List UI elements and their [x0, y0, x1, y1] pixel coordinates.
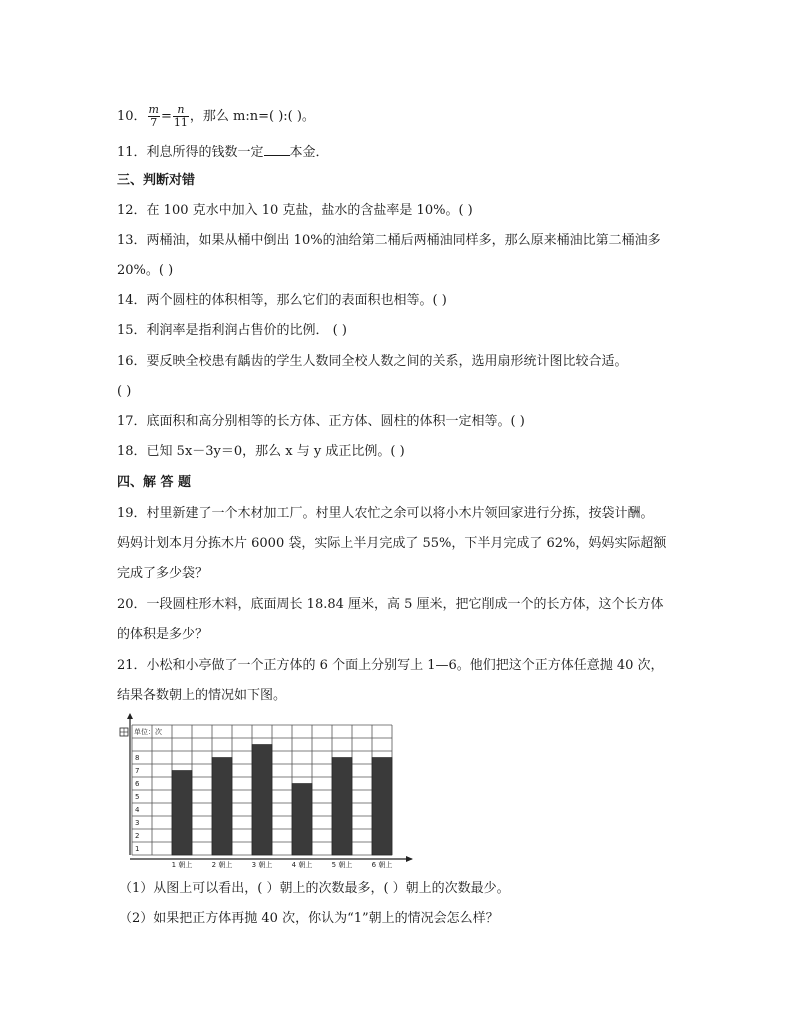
bar: [252, 745, 272, 856]
question-19-line3: 完成了多少袋？: [117, 566, 209, 581]
y-axis-arrow: [127, 713, 133, 719]
y-tick-label: 2: [135, 832, 140, 840]
sub-question-1: （1）从图上可以看出，( ）朝上的次数最多，( ）朝上的次数最少。: [119, 881, 510, 896]
y-tick-label: 5: [135, 793, 140, 801]
question-16-line2: ( ): [117, 384, 132, 399]
question-14: 14．两个圆柱的体积相等，那么它们的表面积也相等。( ): [117, 293, 447, 308]
question-12: 12．在 100 克水中加入 10 克盐，盐水的含盐率是 10%。( ): [117, 203, 473, 218]
y-tick-label: 3: [135, 819, 140, 827]
question-19-line2: 妈妈计划本月分拣木片 6000 袋，实际上半月完成了 55%，下半月完成了 62%，妈妈实际超额: [117, 536, 667, 551]
question-19-line1: 19．村里新建了一个木材加工厂。村里人农忙之余可以将小木片领回家进行分拣，按袋计酬。: [117, 506, 654, 521]
fraction-m-over-7: $\frac{m}{7}$: [148, 103, 159, 129]
question-15: 15．利润率是指利润占售价的比例． ( ): [117, 323, 347, 338]
x-axis-arrow: [406, 856, 413, 862]
bar: [172, 771, 192, 856]
question-21-line1: 21．小松和小亭做了一个正方体的 6 个面上分别写上 1—6。他们把这个正方体任意抛 40 次，: [117, 658, 664, 673]
sub-question-2: （2）如果把正方体再抛 40 次，你认为“1”朝上的情况会怎么样？: [119, 911, 499, 926]
x-tick-label: 2 朝上: [211, 861, 233, 868]
bar: [332, 758, 352, 856]
question-18: 18．已知 5x－3y＝0，那么 x 与 y 成正比例。( ): [117, 444, 405, 459]
y-axis-label: 单位：次: [134, 728, 162, 736]
answer-blank[interactable]: [264, 143, 290, 156]
chart-bars: [172, 745, 392, 856]
question-10: 10． $\frac{m}{7}$ = $\frac{n}{11}$ ，那么 m:n=( ):( )。: [117, 103, 315, 129]
question-21-line2: 结果各数朝上的情况如下图。: [117, 688, 287, 703]
question-11: 11．利息所得的钱数一定 本金．: [117, 145, 329, 160]
question-16-line1: 16．要反映全校患有龋齿的学生人数同全校人数之间的关系，选用扇形统计图比较合适。: [117, 354, 628, 369]
x-tick-label: 4 朝上: [291, 861, 313, 868]
y-tick-label: 6: [135, 780, 140, 788]
x-tick-label: 1 朝上: [171, 861, 193, 868]
q10-text: ，那么 m:n=( ):( )。: [189, 109, 315, 124]
q10-number: 10．: [117, 109, 147, 124]
question-17: 17．底面积和高分别相等的长方体、正方体、圆柱的体积一定相等。( ): [117, 414, 525, 429]
question-20-line2: 的体积是多少？: [117, 627, 209, 642]
question-13-line2: 20%。( ): [117, 263, 174, 278]
y-tick-label: 7: [135, 767, 140, 775]
section-heading-solve: 四、解 答 题: [117, 475, 192, 490]
section-heading-judge: 三、判断对错: [117, 173, 196, 188]
y-tick-label: 4: [135, 806, 140, 814]
y-tick-label: 1: [135, 845, 140, 853]
y-tick-label: 8: [135, 754, 140, 762]
bar: [292, 784, 312, 856]
x-tick-label: 3 朝上: [251, 861, 273, 868]
bar: [212, 758, 232, 856]
x-tick-label: 5 朝上: [331, 861, 353, 868]
x-tick-label: 6 朝上: [371, 861, 393, 868]
bar: [372, 758, 392, 856]
fraction-n-over-11: $\frac{n}{11}$: [173, 103, 188, 129]
question-20-line1: 20．一段圆柱形木料，底面周长 18.84 厘米，高 5 厘米，把它削成一个的长方体，这个长方体: [117, 597, 664, 612]
bar-chart: [112, 712, 422, 868]
question-13-line1: 13．两桶油，如果从桶中倒出 10%的油给第二桶后两桶油同样多，那么原来桶油比第二桶油多: [117, 233, 661, 248]
